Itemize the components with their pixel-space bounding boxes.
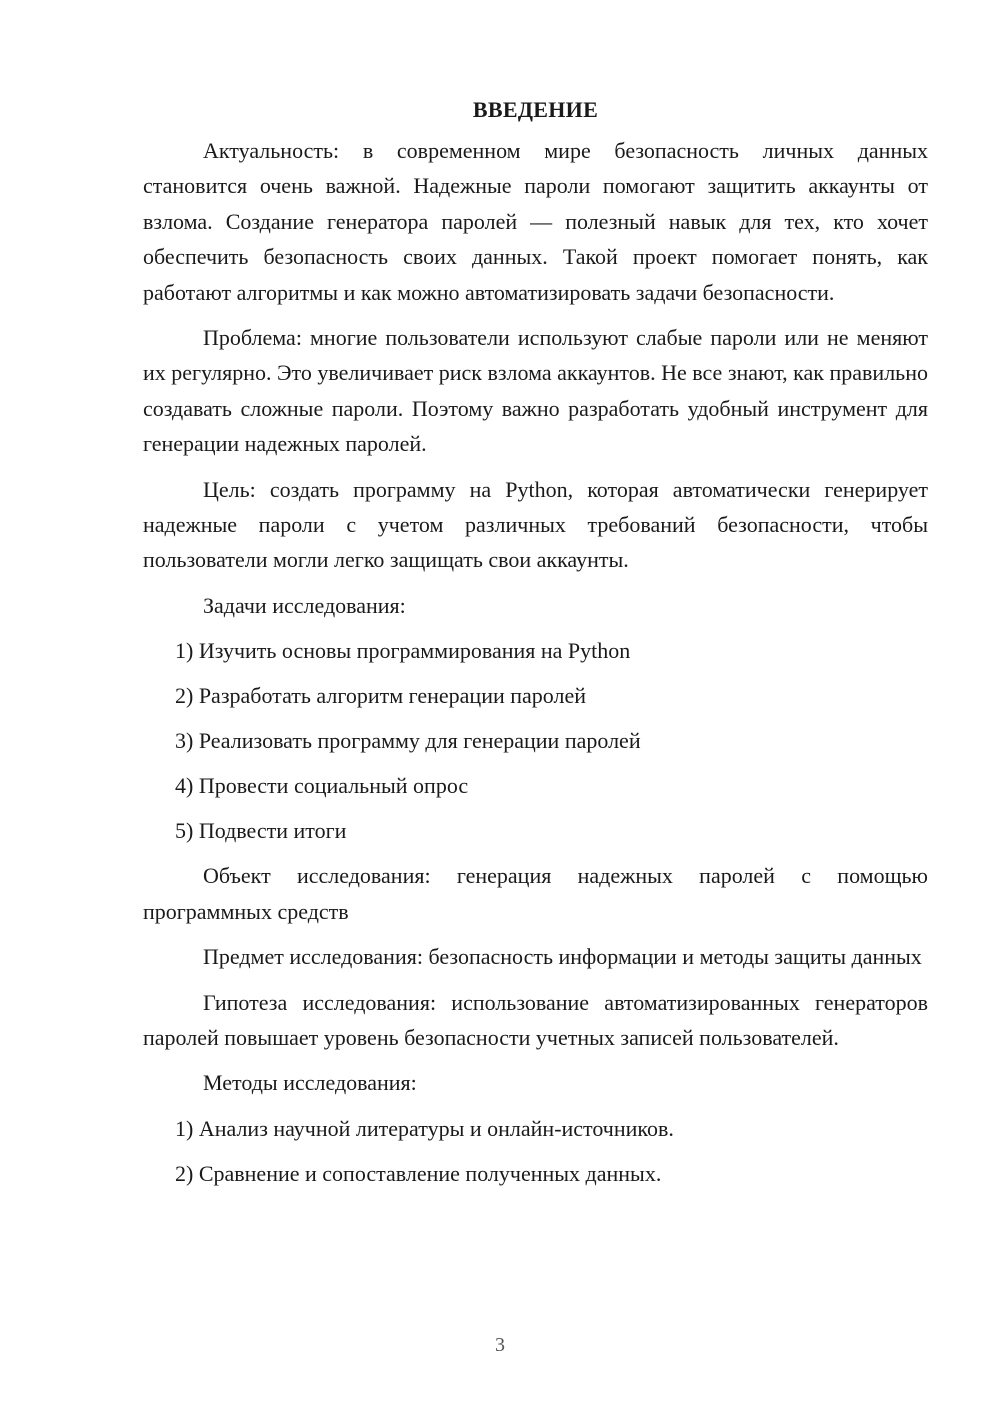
- task-item: 4) Провести социальный опрос: [175, 773, 469, 799]
- task-item: 3) Реализовать программу для генерации паролей: [175, 728, 641, 754]
- task-item: 2) Разработать алгоритм генерации паролей: [175, 683, 587, 709]
- method-item: 1) Анализ научной литературы и онлайн-источников.: [175, 1115, 674, 1141]
- paragraph-hypothesis: Гипотеза исследования: использование автоматизированных генераторов паролей повышает уровень безопасности учетных записей пользователей.: [143, 989, 928, 1050]
- page-number: 3: [495, 1334, 505, 1356]
- paragraph-goal: Цель: создать программу на Python, которая автоматически генерирует надежные пароли с учетом различных требований безопасности, чтобы пользователи могли легко защищать свои аккаунты.: [143, 476, 928, 573]
- paragraph-subject: Предмет исследования: безопасность информации и методы защиты данных: [203, 944, 922, 970]
- document-page: [143, 92, 928, 1191]
- method-item: 2) Сравнение и сопоставление полученных данных.: [175, 1160, 662, 1186]
- task-item: 5) Подвести итоги: [175, 818, 347, 844]
- methods-title: Методы исследования:: [203, 1070, 417, 1096]
- paragraph-problem: Проблема: многие пользователи используют слабые пароли или не меняют их регулярно. Это увеличивает риск взлома аккаунтов. Не все знают, как правильно создавать сложные пароли. Поэтому важно разработать удобный инструмент для генерации надежных паролей.: [143, 325, 928, 457]
- tasks-title: Задачи исследования:: [203, 592, 406, 618]
- task-item: 1) Изучить основы программирования на Python: [175, 638, 631, 664]
- paragraph-relevance: Актуальность: в современном мире безопасность личных данных становится очень важной. Надежные пароли помогают защитить аккаунты от взлома. Создание генератора паролей — полезный навык для тех, кто хочет обеспечить безопасность своих данных. Такой проект помогает понять, как работают алгоритмы и как можно автоматизировать задачи безопасности.: [143, 138, 928, 305]
- paragraph-object: Объект исследования: генерация надежных паролей с помощью программных средств: [143, 863, 928, 924]
- page-title: ВВЕДЕНИЕ: [472, 97, 599, 122]
